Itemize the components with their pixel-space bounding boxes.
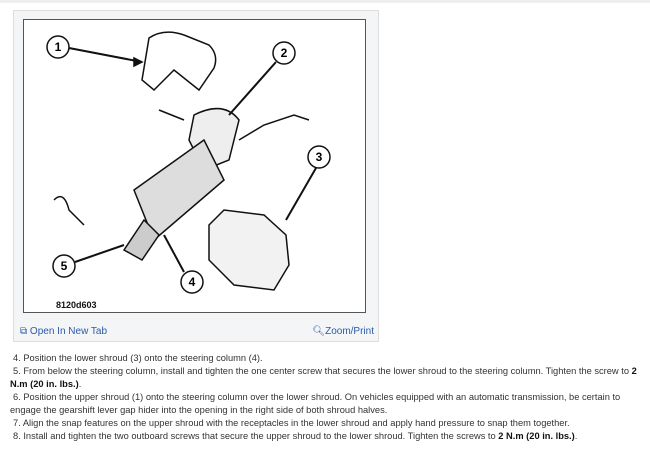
zoom-print-label: Zoom/Print xyxy=(325,326,374,337)
top-divider xyxy=(0,0,650,3)
step-6: 6. Position the upper shroud (1) onto the steering column over the lower shroud. On vehicles equipped with an automatic transmission, be certain to engage the gearshift lever gap hider into the opening in the right side of both shroud halves. xyxy=(10,392,621,415)
callout-4: 4 xyxy=(188,275,196,289)
callout-1: 1 xyxy=(54,40,62,54)
step-4: 4. Position the lower shroud (3) onto the steering column (4). xyxy=(13,353,263,363)
new-tab-icon: ⧉ xyxy=(20,326,28,337)
figure-card xyxy=(13,10,379,342)
step-7: 7. Align the snap features on the upper shroud with the receptacles in the lower shroud and apply hand pressure to snap them together. xyxy=(13,418,570,428)
step-5: 5. From below the steering column, install and tighten the one center screw that secures the lower shroud to the steering column. Tighten the screw to 2 N.m (20 in. lbs.). xyxy=(10,366,637,389)
zoom-print-link[interactable] xyxy=(312,326,374,337)
steering-column-diagram xyxy=(24,20,365,312)
magnifier-icon: 🔍︎ xyxy=(312,326,326,337)
step-8: 8. Install and tighten the two outboard screws that secure the upper shroud to the lower shroud. Tighten the screws to 2 N.m (20 in. lbs.). xyxy=(13,431,578,441)
diagram-frame xyxy=(23,19,366,313)
callout-5: 5 xyxy=(60,259,68,273)
callout-3: 3 xyxy=(315,150,323,164)
instruction-steps xyxy=(10,352,640,443)
figure-footer xyxy=(14,321,378,341)
open-new-tab-link[interactable] xyxy=(20,326,107,337)
callout-2: 2 xyxy=(280,46,288,60)
figure-id: 8120d603 xyxy=(56,300,97,310)
open-new-tab-label: Open In New Tab xyxy=(29,326,108,337)
